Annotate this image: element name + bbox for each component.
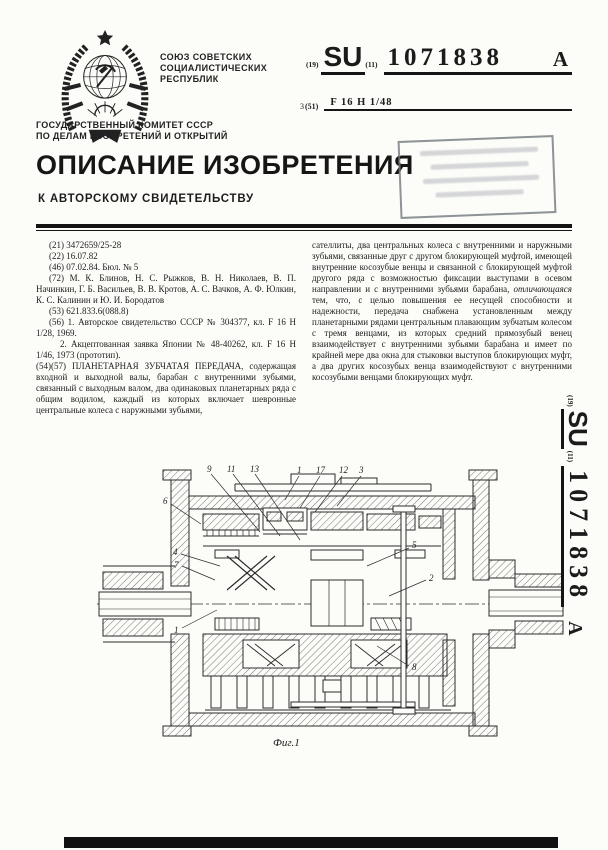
abstract-text: сателлиты, два центральных колеса с внутренними и наружными зубьями, связанные друг с другом блокирующей муфтой, имеющей внутренние косозубые венцы и связанной с блокирующей муфтой другого ряда с возможностью фиксации выступами в осевом направлении и с внутренними зубьями барабана, xyxy=(312,240,572,294)
page-title: ОПИСАНИЕ ИЗОБРЕТЕНИЯ xyxy=(36,150,414,180)
ipc-series: 3 xyxy=(300,102,304,111)
callout-label: 9 xyxy=(207,464,212,474)
header-divider xyxy=(36,224,572,231)
abstract-start: (54)(57) ПЛАНЕТАРНАЯ ЗУБЧАТАЯ ПЕРЕДАЧА, содержащая входной и выходной валы, барабан с внутренними зубьями, связанный с выходным валом, два одинаковых планетарных ряда с общим водилом, каждый из которых включает шевронные центральные колеса с наружными зубьями, xyxy=(36,361,296,415)
output-shaft xyxy=(489,560,563,648)
callout-label: 17 xyxy=(316,465,325,475)
callout-label: 1 xyxy=(297,465,302,475)
planet-carrier-pins xyxy=(205,676,451,710)
gearbox-cross-section-drawing xyxy=(95,462,565,762)
figure-1 xyxy=(95,462,565,762)
union-line: РЕСПУБЛИК xyxy=(160,74,219,84)
left-column xyxy=(36,240,296,416)
callout-label: 13 xyxy=(250,464,259,474)
inid-72-inventors: (72) М. К. Блинов, Н. С. Рыжков, В. Н. Николаев, В. П. Начинкин, Г. Б. Васильев, В. В. Кротов, А. С. Вачков, А. Ф. Юлкин, К. С. Калинин и Ю. И. Бородатов xyxy=(36,273,296,305)
inid-21-application-number: (21) 3472659/25-28 xyxy=(49,240,122,250)
central-coupling xyxy=(311,580,363,626)
abstract-text: тем, что, с целью повышения ее несущей способности и надежности, передача снабжена установленным между планетарными рядами центральным плавающим зубчатым колесом с тремя венцами, из которых средний прямозубый венец взаимодействует с внутренними зубьями барабана и имеет по крайней мере два окна для стыковки выступов блокирующих муфт, а два других косозубых венца взаимодействуют с внутренними косозубыми венцами блокирующих муфт. xyxy=(312,295,572,382)
country-code: SU xyxy=(563,410,593,447)
callout-label: 5 xyxy=(412,540,417,550)
publication-number-group xyxy=(384,44,573,75)
sidebar-document-identifier xyxy=(561,393,601,705)
callout-label: 7 xyxy=(174,560,179,570)
figure-caption: Фиг.1 xyxy=(273,737,300,749)
callout-label: 4 xyxy=(173,547,178,557)
kind-code: А xyxy=(552,47,568,71)
registration-stamp xyxy=(398,135,557,219)
inid-56-reference-1: (56) 1. Авторское свидетельство СССР № 304377, кл. F 16 H 1/28, 1969. xyxy=(36,317,296,338)
callout-label: 6 xyxy=(163,496,168,506)
ipc-classification xyxy=(300,97,572,111)
inid-46-publication-date: (46) 07.02.84. Бюл. № 5 xyxy=(49,262,139,272)
inid-code-11: (11) xyxy=(365,60,378,69)
callout-label: 2 xyxy=(429,573,434,583)
country-code: SU xyxy=(321,42,366,75)
right-column xyxy=(312,240,572,383)
callout-label: 12 xyxy=(339,465,348,475)
kind-code: А xyxy=(564,621,586,636)
publication-number: 1071838 xyxy=(561,466,592,607)
lower-gear-mass xyxy=(203,634,447,676)
callout-label: 3 xyxy=(359,465,364,475)
ipc-class: F 16 H 1/48 xyxy=(324,97,572,111)
callout-label: 11 xyxy=(227,464,236,474)
abstract-emphasis: отличающаяся xyxy=(513,284,572,294)
union-line: СОЦИАЛИСТИЧЕСКИХ xyxy=(160,63,268,73)
publication-number: 1071838 xyxy=(387,44,503,71)
callout-label: 1 xyxy=(174,625,179,635)
chevron-satellite xyxy=(227,556,275,590)
committee-line: ПО ДЕЛАМ ИЗОБРЕТЕНИЙ И ОТКРЫТИЙ xyxy=(36,131,228,141)
inid-code-19: (19) xyxy=(306,60,319,69)
inid-code-11: (11) xyxy=(566,450,574,463)
inid-53-udc: (53) 621.833.6(088.8) xyxy=(49,306,129,316)
union-line: СОЮЗ СОВЕТСКИХ xyxy=(160,52,253,62)
document-identifier xyxy=(306,42,572,75)
abstract-continuation xyxy=(312,240,572,383)
committee-name xyxy=(36,120,336,142)
inid-code-19: (19) xyxy=(566,395,574,407)
inid-22-filing-date: (22) 16.07.82 xyxy=(49,251,98,261)
page-subtitle: К АВТОРСКОМУ СВИДЕТЕЛЬСТВУ xyxy=(38,193,254,205)
inid-56-reference-2: 2. Акцептованная заявка Японии № 48-40262, кл. F 16 H 1/46, 1973 (прототип). xyxy=(36,339,296,360)
committee-line: ГОСУДАРСТВЕННЫЙ КОМИТЕТ СССР xyxy=(36,120,214,130)
inid-code-51: (51) xyxy=(305,102,319,111)
page-edge-bar xyxy=(64,837,558,848)
union-name xyxy=(160,52,310,85)
callout-label: 8 xyxy=(412,662,417,672)
